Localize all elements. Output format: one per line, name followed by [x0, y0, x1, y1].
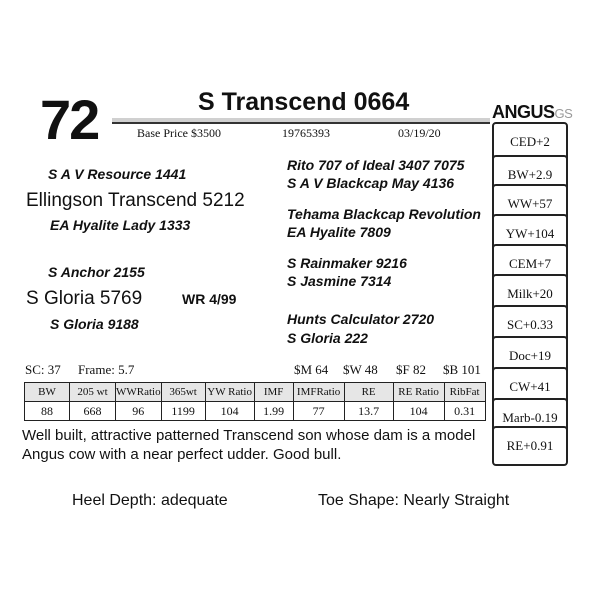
value-reratio: 104	[393, 402, 444, 421]
epd-ww: WW+57	[492, 184, 568, 224]
measurements-header-row	[25, 383, 486, 402]
epd-cem: CEM+7	[492, 244, 568, 284]
dam-weaning-ratio: WR 4/99	[182, 291, 237, 307]
sire-dam-sire: Tehama Blackcap Revolution	[287, 206, 481, 222]
index-w: $W 48	[343, 362, 378, 377]
epd-re: RE+0.91	[492, 426, 568, 466]
dam-dam-sire: Hunts Calculator 2720	[287, 311, 435, 327]
dam-dam: S Gloria 9188	[50, 316, 139, 332]
value-ribfat: 0.31	[444, 402, 485, 421]
measurements-value-row	[25, 402, 486, 421]
header-wwratio: WWRatio	[116, 383, 162, 402]
dam: S Gloria 5769	[26, 288, 143, 309]
epd-ced: CED+2	[492, 122, 568, 162]
value-bw: 88	[25, 402, 70, 421]
dam-sire-sire: S Rainmaker 9216	[287, 255, 407, 271]
value-wwratio: 96	[116, 402, 162, 421]
header-ywratio: YW Ratio	[205, 383, 254, 402]
value-205wt: 668	[70, 402, 116, 421]
scrotal-circumference: SC: 37	[25, 362, 61, 377]
header-imf: IMF	[254, 383, 293, 402]
value-365wt: 1199	[161, 402, 205, 421]
header-bw: BW	[25, 383, 70, 402]
header-365wt: 365wt	[161, 383, 205, 402]
measurements-table	[24, 382, 486, 421]
index-m: $M 64	[294, 362, 329, 377]
sire-sire: S A V Resource 1441	[48, 166, 187, 182]
dam-sire-dam: S Jasmine 7314	[287, 273, 392, 289]
sire-sire-sire: Rito 707 of Ideal 3407 7075	[287, 157, 465, 173]
epd-bw: BW+2.9	[492, 155, 568, 195]
sire: Ellingson Transcend 5212	[26, 190, 245, 211]
epd-sc: SC+0.33	[492, 305, 568, 345]
header-rule	[112, 122, 490, 124]
frame-score: Frame: 5.7	[78, 362, 135, 377]
base-price: Base Price $3500	[137, 126, 221, 140]
dam-sire: S Anchor 2155	[48, 264, 145, 280]
angus-gs-logo	[492, 102, 572, 123]
dam-dam-dam: S Gloria 222	[287, 330, 368, 346]
value-re: 13.7	[344, 402, 393, 421]
epd-milk: Milk+20	[492, 274, 568, 314]
epd-doc: Doc+19	[492, 336, 568, 376]
animal-name: S Transcend 0664	[198, 88, 410, 116]
registration-number: 19765393	[282, 126, 330, 140]
toe-shape: Toe Shape: Nearly Straight	[318, 492, 510, 509]
index-f: $F 82	[396, 362, 426, 377]
sire-sire-dam: S A V Blackcap May 4136	[287, 175, 455, 191]
header-ribfat: RibFat	[444, 383, 485, 402]
heel-depth: Heel Depth: adequate	[72, 492, 228, 509]
header-205wt: 205 wt	[70, 383, 116, 402]
sire-dam: EA Hyalite Lady 1333	[50, 217, 191, 233]
value-imf: 1.99	[254, 402, 293, 421]
description: Well built, attractive patterned Transcend son whose dam is a model Angus cow with a near perfect udder. Good bull.	[22, 427, 476, 463]
epd-marb: Marb-0.19	[492, 398, 568, 438]
gs-logo-text: GS	[554, 106, 573, 121]
birth-date: 03/19/20	[398, 126, 441, 140]
angus-logo-text: ANGUS	[492, 102, 555, 122]
header-reratio: RE Ratio	[393, 383, 444, 402]
epd-yw: YW+104	[492, 214, 568, 254]
value-ywratio: 104	[205, 402, 254, 421]
lot-number: 72	[40, 88, 99, 151]
header-re: RE	[344, 383, 393, 402]
value-imfratio: 77	[293, 402, 344, 421]
index-b: $B 101	[443, 362, 481, 377]
header-imfratio: IMFRatio	[293, 383, 344, 402]
sire-dam-dam: EA Hyalite 7809	[287, 224, 391, 240]
epd-cw: CW+41	[492, 367, 568, 407]
